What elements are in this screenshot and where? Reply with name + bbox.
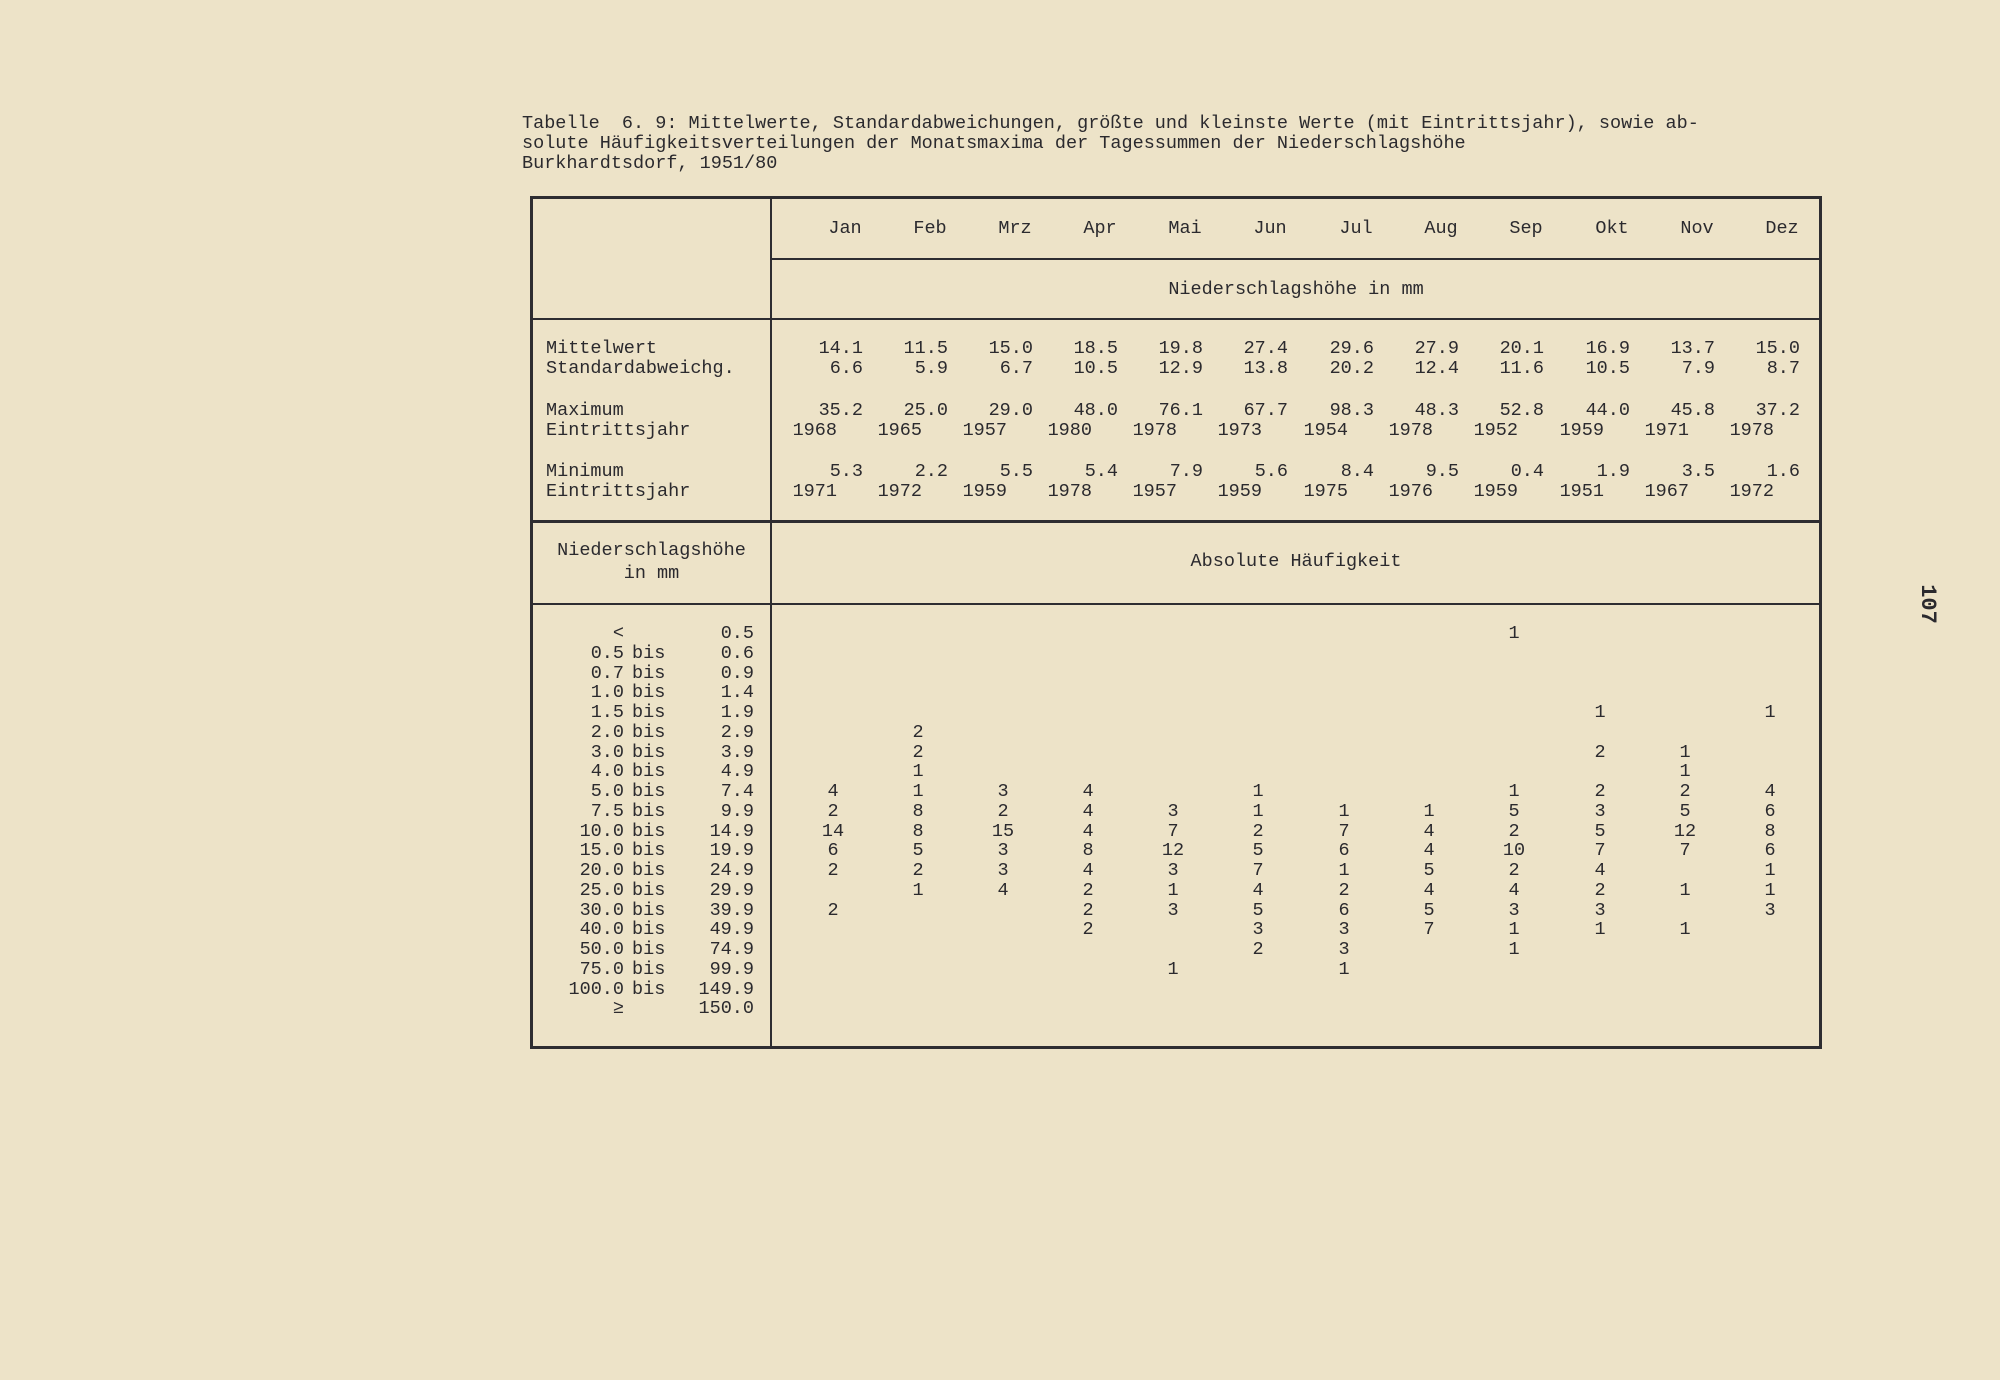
frequency-cell: 1 bbox=[912, 781, 924, 802]
month-header-mai: Mai bbox=[1168, 218, 1202, 239]
stat-maximum-mai: 76.1 bbox=[1158, 400, 1203, 421]
frequency-cell: 3 bbox=[997, 860, 1009, 881]
stat-max-year-nov: 1971 bbox=[1644, 420, 1689, 441]
label-max-eintrittsjahr: Eintrittsjahr bbox=[546, 420, 691, 441]
class-to: 4.9 bbox=[720, 761, 754, 783]
frequency-cell: 1 bbox=[1679, 879, 1691, 901]
stat-max-year-jul: 1954 bbox=[1303, 420, 1348, 441]
month-header-dez: Dez bbox=[1765, 218, 1799, 239]
stat-maximum-jun: 67.7 bbox=[1243, 400, 1288, 421]
frequency-cell: 3 bbox=[997, 840, 1009, 862]
frequency-cell: 5 bbox=[1423, 860, 1435, 881]
month-header-jun: Jun bbox=[1253, 218, 1287, 239]
label-mittelwert: Mittelwert bbox=[546, 338, 658, 359]
stat-mittelwert-mrz: 15.0 bbox=[988, 338, 1033, 359]
stat-standardabweichung-aug: 12.4 bbox=[1414, 358, 1459, 379]
stat-minimum-aug: 9.5 bbox=[1425, 461, 1459, 482]
stat-standardabweichung-jan: 6.6 bbox=[829, 358, 863, 379]
frequency-cell: 2 bbox=[1082, 879, 1094, 901]
class-from: 30.0 bbox=[579, 899, 624, 921]
stat-mittelwert-feb: 11.5 bbox=[903, 338, 948, 359]
stat-standardabweichung-jun: 13.8 bbox=[1243, 358, 1288, 379]
frequency-cell: 4 bbox=[827, 781, 839, 802]
stat-min-year-jul: 1975 bbox=[1303, 481, 1348, 502]
stat-standardabweichung-okt: 10.5 bbox=[1585, 358, 1630, 379]
frequency-cell: 12 bbox=[1161, 840, 1185, 862]
class-bis: bis bbox=[632, 820, 666, 842]
stat-max-year-dez: 1978 bbox=[1729, 420, 1774, 441]
frequency-cell: 5 bbox=[1508, 800, 1520, 822]
class-bis: bis bbox=[632, 978, 666, 1000]
class-bis: bis bbox=[632, 899, 666, 921]
stat-minimum-dez: 1.6 bbox=[1766, 461, 1800, 482]
frequency-cell: 7 bbox=[1252, 860, 1264, 881]
stat-maximum-apr: 48.0 bbox=[1073, 400, 1118, 421]
class-bis: bis bbox=[632, 662, 666, 684]
stat-min-year-feb: 1972 bbox=[877, 481, 922, 502]
stat-maximum-jan: 35.2 bbox=[818, 400, 863, 421]
class-from: 2.0 bbox=[590, 721, 624, 743]
frequency-cell: 5 bbox=[1252, 840, 1264, 862]
class-bis: bis bbox=[632, 781, 666, 802]
stat-mittelwert-jun: 27.4 bbox=[1243, 338, 1288, 359]
month-header-jan: Jan bbox=[828, 218, 862, 239]
stat-minimum-jan: 5.3 bbox=[829, 461, 863, 482]
frequency-cell: 4 bbox=[1508, 879, 1520, 901]
class-from: 15.0 bbox=[579, 840, 624, 862]
stat-min-year-nov: 1967 bbox=[1644, 481, 1689, 502]
frequency-cell: 6 bbox=[827, 840, 839, 862]
frequency-cell: 4 bbox=[1594, 860, 1606, 881]
stat-min-year-mai: 1957 bbox=[1132, 481, 1177, 502]
stat-maximum-dez: 37.2 bbox=[1755, 400, 1800, 421]
stat-max-year-okt: 1959 bbox=[1559, 420, 1604, 441]
frequency-cell: 1 bbox=[1338, 958, 1350, 980]
class-to: 2.9 bbox=[720, 721, 754, 743]
class-to: 0.5 bbox=[720, 623, 754, 644]
frequency-cell: 1 bbox=[1679, 919, 1691, 941]
frequency-cell: 1 bbox=[912, 761, 924, 783]
class-bis: bis bbox=[632, 879, 666, 901]
stat-minimum-feb: 2.2 bbox=[914, 461, 948, 482]
stat-maximum-nov: 45.8 bbox=[1670, 400, 1715, 421]
stat-mittelwert-nov: 13.7 bbox=[1670, 338, 1715, 359]
frequency-cell: 6 bbox=[1764, 800, 1776, 822]
class-bis: bis bbox=[632, 860, 666, 881]
frequency-cell: 4 bbox=[1252, 879, 1264, 901]
frequency-cell: 1 bbox=[1338, 800, 1350, 822]
month-header-aug: Aug bbox=[1424, 218, 1458, 239]
frequency-cell: 4 bbox=[1764, 781, 1776, 802]
frequency-cell: 8 bbox=[1764, 820, 1776, 842]
frequency-cell: 1 bbox=[1764, 860, 1776, 881]
stat-maximum-sep: 52.8 bbox=[1499, 400, 1544, 421]
class-bis: bis bbox=[632, 919, 666, 941]
frequency-cell: 5 bbox=[1423, 899, 1435, 921]
frequency-cell: 6 bbox=[1338, 840, 1350, 862]
label-min-eintrittsjahr: Eintrittsjahr bbox=[546, 481, 691, 502]
class-from: 40.0 bbox=[579, 919, 624, 941]
stat-maximum-feb: 25.0 bbox=[903, 400, 948, 421]
frequency-cell: 2 bbox=[1082, 919, 1094, 941]
class-bis: bis bbox=[632, 721, 666, 743]
frequency-cell: 5 bbox=[1679, 800, 1691, 822]
stat-mittelwert-jul: 29.6 bbox=[1329, 338, 1374, 359]
frequency-cell: 2 bbox=[1679, 781, 1691, 802]
class-to: 150.0 bbox=[698, 998, 754, 1020]
caption-line-2: solute Häufigkeitsverteilungen der Monatsmaxima der Tagessummen der Niederschlagshöhe bbox=[522, 133, 1466, 154]
frequency-cell: 1 bbox=[1679, 761, 1691, 783]
stat-max-year-sep: 1952 bbox=[1473, 420, 1518, 441]
frequency-cell: 1 bbox=[1508, 939, 1520, 960]
stat-maximum-mrz: 29.0 bbox=[988, 400, 1033, 421]
stat-minimum-mrz: 5.5 bbox=[999, 461, 1033, 482]
stat-max-year-apr: 1980 bbox=[1047, 420, 1092, 441]
frequency-cell: 3 bbox=[1167, 800, 1179, 822]
frequency-cell: 1 bbox=[1252, 781, 1264, 802]
stat-min-year-jun: 1959 bbox=[1217, 481, 1262, 502]
class-from: 50.0 bbox=[579, 939, 624, 960]
class-bis: bis bbox=[632, 800, 666, 822]
unit-header: Niederschlagshöhe in mm bbox=[1168, 279, 1424, 300]
month-header-rule bbox=[772, 258, 1822, 260]
month-header-mrz: Mrz bbox=[998, 218, 1032, 239]
frequency-cell: 3 bbox=[1252, 919, 1264, 941]
class-from: 1.5 bbox=[590, 702, 624, 723]
column-divider bbox=[770, 196, 772, 1049]
stat-maximum-jul: 98.3 bbox=[1329, 400, 1374, 421]
stat-standardabweichung-apr: 10.5 bbox=[1073, 358, 1118, 379]
class-to: 29.9 bbox=[709, 879, 754, 901]
stat-minimum-apr: 5.4 bbox=[1084, 461, 1118, 482]
stat-mittelwert-aug: 27.9 bbox=[1414, 338, 1459, 359]
frequency-cell: 3 bbox=[1167, 860, 1179, 881]
class-from: 75.0 bbox=[579, 958, 624, 980]
frequency-cell: 12 bbox=[1673, 820, 1697, 842]
stat-minimum-mai: 7.9 bbox=[1169, 461, 1203, 482]
caption-line-3: Burkhardtsdorf, 1951/80 bbox=[522, 153, 778, 174]
stat-max-year-mrz: 1957 bbox=[962, 420, 1007, 441]
frequency-cell: 8 bbox=[912, 800, 924, 822]
month-header-apr: Apr bbox=[1083, 218, 1117, 239]
frequency-cell: 5 bbox=[1252, 899, 1264, 921]
stat-max-year-mai: 1978 bbox=[1132, 420, 1177, 441]
class-from: 3.0 bbox=[590, 741, 624, 763]
frequency-cell: 2 bbox=[827, 860, 839, 881]
frequency-cell: 3 bbox=[1764, 899, 1776, 921]
class-to: 49.9 bbox=[709, 919, 754, 941]
month-header-nov: Nov bbox=[1680, 218, 1714, 239]
frequency-cell: 1 bbox=[1679, 741, 1691, 763]
class-bis: bis bbox=[632, 958, 666, 980]
frequency-cell: 4 bbox=[1423, 820, 1435, 842]
class-to: 1.4 bbox=[720, 682, 754, 704]
frequency-cell: 2 bbox=[997, 800, 1009, 822]
class-to: 74.9 bbox=[709, 939, 754, 960]
stat-minimum-sep: 0.4 bbox=[1510, 461, 1544, 482]
frequency-cell: 1 bbox=[1594, 702, 1606, 723]
frequency-cell: 8 bbox=[912, 820, 924, 842]
class-bis: bis bbox=[632, 642, 666, 664]
class-to: 19.9 bbox=[709, 840, 754, 862]
page-number: 107 bbox=[1915, 584, 1940, 624]
frequency-cell: 2 bbox=[1594, 879, 1606, 901]
class-to: 7.4 bbox=[720, 781, 754, 802]
frequency-cell: 1 bbox=[1423, 800, 1435, 822]
class-from: 5.0 bbox=[590, 781, 624, 802]
stat-mittelwert-mai: 19.8 bbox=[1158, 338, 1203, 359]
freq-header-rule bbox=[530, 603, 1822, 605]
class-from: 4.0 bbox=[590, 761, 624, 783]
month-header-sep: Sep bbox=[1509, 218, 1543, 239]
frequency-cell: 10 bbox=[1502, 840, 1526, 862]
stats-bottom-rule bbox=[530, 520, 1822, 523]
stat-max-year-jun: 1973 bbox=[1217, 420, 1262, 441]
frequency-cell: 4 bbox=[1423, 879, 1435, 901]
frequency-cell: 14 bbox=[821, 820, 845, 842]
frequency-cell: 7 bbox=[1338, 820, 1350, 842]
stat-minimum-jul: 8.4 bbox=[1340, 461, 1374, 482]
month-header-okt: Okt bbox=[1595, 218, 1629, 239]
stat-standardabweichung-jul: 20.2 bbox=[1329, 358, 1374, 379]
frequency-cell: 2 bbox=[1252, 820, 1264, 842]
frequency-cell: 1 bbox=[1167, 879, 1179, 901]
month-header-jul: Jul bbox=[1339, 218, 1373, 239]
frequency-cell: 2 bbox=[1082, 899, 1094, 921]
class-bis: bis bbox=[632, 761, 666, 783]
frequency-cell: 6 bbox=[1764, 840, 1776, 862]
class-to: 99.9 bbox=[709, 958, 754, 980]
class-from: 20.0 bbox=[579, 860, 624, 881]
frequency-cell: 1 bbox=[1338, 860, 1350, 881]
stat-mittelwert-apr: 18.5 bbox=[1073, 338, 1118, 359]
frequency-cell: 1 bbox=[1594, 919, 1606, 941]
class-to: 149.9 bbox=[698, 978, 754, 1000]
class-bis: bis bbox=[632, 682, 666, 704]
unit-header-rule bbox=[530, 318, 1822, 320]
frequency-cell: 1 bbox=[1764, 879, 1776, 901]
stat-minimum-jun: 5.6 bbox=[1254, 461, 1288, 482]
frequency-cell: 2 bbox=[1508, 860, 1520, 881]
frequency-cell: 1 bbox=[1508, 919, 1520, 941]
month-header-feb: Feb bbox=[913, 218, 947, 239]
frequency-cell: 2 bbox=[1594, 781, 1606, 802]
table-caption bbox=[522, 114, 1822, 174]
class-to: 14.9 bbox=[709, 820, 754, 842]
freq-header-left-line1: Niederschlagshöhe bbox=[557, 540, 746, 561]
label-standardabweichung: Standardabweichg. bbox=[546, 358, 735, 379]
frequency-cell: 4 bbox=[997, 879, 1009, 901]
stat-standardabweichung-dez: 8.7 bbox=[1766, 358, 1800, 379]
frequency-cell: 3 bbox=[997, 781, 1009, 802]
frequency-cell: 7 bbox=[1423, 919, 1435, 941]
table-border-top bbox=[530, 196, 1822, 199]
frequency-cell: 4 bbox=[1082, 860, 1094, 881]
class-bis: bis bbox=[632, 702, 666, 723]
stat-standardabweichung-nov: 7.9 bbox=[1681, 358, 1715, 379]
frequency-cell: 2 bbox=[1338, 879, 1350, 901]
frequency-cell: 4 bbox=[1082, 781, 1094, 802]
class-from: < bbox=[612, 623, 624, 644]
stat-mittelwert-jan: 14.1 bbox=[818, 338, 863, 359]
frequency-cell: 3 bbox=[1338, 919, 1350, 941]
frequency-cell: 1 bbox=[1508, 781, 1520, 802]
label-maximum: Maximum bbox=[546, 400, 624, 421]
frequency-cell: 3 bbox=[1594, 899, 1606, 921]
stat-min-year-okt: 1951 bbox=[1559, 481, 1604, 502]
stat-maximum-aug: 48.3 bbox=[1414, 400, 1459, 421]
table-border-bottom bbox=[530, 1046, 1822, 1049]
class-bis: bis bbox=[632, 741, 666, 763]
frequency-cell: 4 bbox=[1082, 800, 1094, 822]
frequency-cell: 4 bbox=[1423, 840, 1435, 862]
class-to: 24.9 bbox=[709, 860, 754, 881]
stat-min-year-apr: 1978 bbox=[1047, 481, 1092, 502]
stat-min-year-jan: 1971 bbox=[792, 481, 837, 502]
frequency-cell: 3 bbox=[1594, 800, 1606, 822]
frequency-cell: 5 bbox=[912, 840, 924, 862]
class-to: 1.9 bbox=[720, 702, 754, 723]
stat-minimum-nov: 3.5 bbox=[1681, 461, 1715, 482]
stat-min-year-aug: 1976 bbox=[1388, 481, 1433, 502]
freq-header-right: Absolute Häufigkeit bbox=[1190, 551, 1402, 572]
frequency-cell: 1 bbox=[912, 879, 924, 901]
frequency-cell: 2 bbox=[1252, 939, 1264, 960]
frequency-cell: 1 bbox=[1167, 958, 1179, 980]
stat-mittelwert-dez: 15.0 bbox=[1755, 338, 1800, 359]
class-from: ≥ bbox=[612, 998, 624, 1020]
frequency-cell: 2 bbox=[912, 860, 924, 881]
stat-max-year-aug: 1978 bbox=[1388, 420, 1433, 441]
class-bis: bis bbox=[632, 939, 666, 960]
frequency-cell: 2 bbox=[827, 899, 839, 921]
frequency-cell: 2 bbox=[1508, 820, 1520, 842]
frequency-cell: 15 bbox=[991, 820, 1015, 842]
class-from: 0.5 bbox=[590, 642, 624, 664]
freq-header-left-line2: in mm bbox=[623, 563, 680, 584]
frequency-cell: 1 bbox=[1764, 702, 1776, 723]
class-from: 1.0 bbox=[590, 682, 624, 704]
frequency-cell: 3 bbox=[1338, 939, 1350, 960]
stat-standardabweichung-mrz: 6.7 bbox=[999, 358, 1033, 379]
class-from: 7.5 bbox=[590, 800, 624, 822]
stat-max-year-feb: 1965 bbox=[877, 420, 922, 441]
frequency-cell: 7 bbox=[1167, 820, 1179, 842]
stat-mittelwert-sep: 20.1 bbox=[1499, 338, 1544, 359]
frequency-cell: 2 bbox=[827, 800, 839, 822]
frequency-cell: 4 bbox=[1082, 820, 1094, 842]
class-to: 3.9 bbox=[720, 741, 754, 763]
stat-min-year-sep: 1959 bbox=[1473, 481, 1518, 502]
class-from: 25.0 bbox=[579, 879, 624, 901]
stat-standardabweichung-feb: 5.9 bbox=[914, 358, 948, 379]
label-minimum: Minimum bbox=[546, 461, 624, 482]
class-to: 39.9 bbox=[709, 899, 754, 921]
frequency-cell: 2 bbox=[912, 741, 924, 763]
class-from: 0.7 bbox=[590, 662, 624, 684]
frequency-cell: 1 bbox=[1508, 623, 1520, 644]
frequency-cell: 7 bbox=[1679, 840, 1691, 862]
frequency-cell: 1 bbox=[1252, 800, 1264, 822]
table-border-left bbox=[530, 196, 533, 1049]
stat-minimum-okt: 1.9 bbox=[1596, 461, 1630, 482]
stat-maximum-okt: 44.0 bbox=[1585, 400, 1630, 421]
frequency-cell: 2 bbox=[1594, 741, 1606, 763]
table-border-right bbox=[1819, 196, 1822, 1049]
class-bis: bis bbox=[632, 840, 666, 862]
stat-max-year-jan: 1968 bbox=[792, 420, 837, 441]
caption-line-1: Tabelle 6. 9: Mittelwerte, Standardabweichungen, größte und kleinste Werte (mit Eintrittsjahr), sowie ab- bbox=[522, 113, 1699, 134]
frequency-cell: 3 bbox=[1508, 899, 1520, 921]
stat-mittelwert-okt: 16.9 bbox=[1585, 338, 1630, 359]
stat-min-year-dez: 1972 bbox=[1729, 481, 1774, 502]
stat-min-year-mrz: 1959 bbox=[962, 481, 1007, 502]
frequency-cell: 3 bbox=[1167, 899, 1179, 921]
stat-standardabweichung-sep: 11.6 bbox=[1499, 358, 1544, 379]
frequency-cell: 6 bbox=[1338, 899, 1350, 921]
stat-standardabweichung-mai: 12.9 bbox=[1158, 358, 1203, 379]
frequency-cell: 7 bbox=[1594, 840, 1606, 862]
class-to: 0.6 bbox=[720, 642, 754, 664]
class-to: 9.9 bbox=[720, 800, 754, 822]
frequency-cell: 2 bbox=[912, 721, 924, 743]
class-from: 10.0 bbox=[579, 820, 624, 842]
frequency-cell: 5 bbox=[1594, 820, 1606, 842]
frequency-cell: 8 bbox=[1082, 840, 1094, 862]
class-to: 0.9 bbox=[720, 662, 754, 684]
class-from: 100.0 bbox=[568, 978, 624, 1000]
